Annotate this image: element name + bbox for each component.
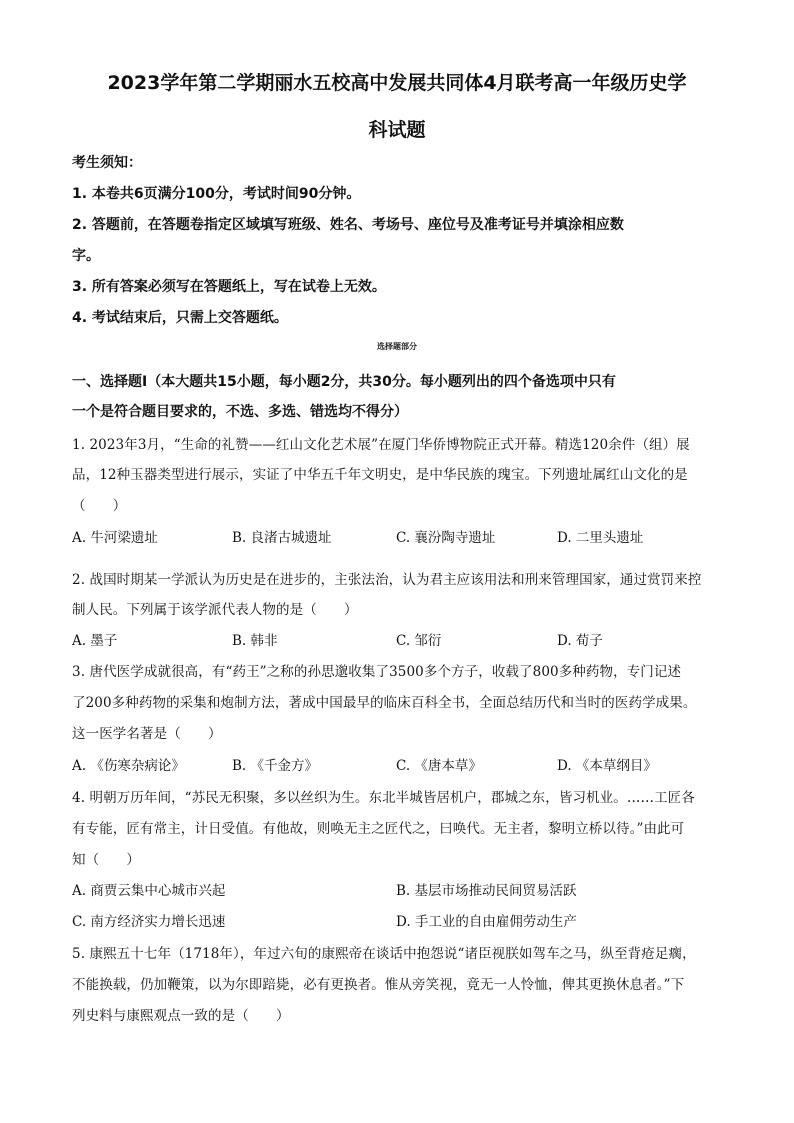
q2-line2: 制人民。下列属于该学派代表人物的是（ ） (72, 602, 358, 618)
q1-line3: （ ） (72, 498, 127, 514)
q1-option-a: A. 牛河梁遗址 (72, 530, 158, 546)
q3-option-a: A. 《伤寒杂病论》 (72, 758, 185, 774)
q4-option-d: D. 手工业的自由雇佣劳动生产 (396, 914, 577, 930)
notice-item-1: 1. 本卷共6页满分100分，考试时间90分钟。 (72, 186, 361, 202)
section-heading-line2: 一个是符合题目要求的，不选、多选、错选均不得分） (72, 404, 408, 420)
notice-item-3: 3. 所有答案必须写在答题纸上，写在试卷上无效。 (72, 279, 386, 295)
q4-line1: 4. 明朝万历年间，“苏民无积聚，多以丝织为生。东北半城皆居机户，郡城之东，皆习机业。……工匠各 (72, 790, 695, 806)
q3-line2: 了200多种药物的采集和炮制方法，著成中国最早的临床百科全书，全面总结历代和当时的医药学成果。 (72, 695, 697, 711)
q3-line3: 这一医学名著是（ ） (72, 726, 222, 742)
q3-option-b: B. 《千金方》 (232, 758, 319, 774)
exam-title-line1: 2023学年第二学期丽水五校高中发展共同体4月联考高一年级历史学 (107, 72, 687, 94)
q1-option-d: D. 二里头遗址 (557, 530, 644, 546)
notice-item-2-cont: 字。 (72, 248, 100, 264)
notice-item-2: 2. 答题前，在答题卷指定区域填写班级、姓名、考场号、座位号及准考证号并填涂相应数 (72, 217, 624, 233)
q5-line3: 列史料与康熙观点一致的是（ ） (72, 1008, 290, 1024)
q2-line1: 2. 战国时期某一学派认为历史是在进步的，主张法治，认为君主应该用法和刑来管理国家，通过赏罚来控 (72, 572, 702, 588)
notice-heading: 考生须知： (72, 155, 142, 171)
q4-option-b: B. 基层市场推动民间贸易活跃 (396, 883, 577, 899)
notice-item-4: 4. 考试结束后，只需上交答题纸。 (72, 310, 288, 326)
q1-line1: 1. 2023年3月，“生命的礼赞——红山文化艺术展”在厦门华侨博物院正式开幕。精选120余件（组）展 (72, 437, 690, 453)
q1-line2: 品，12种玉器类型进行展示，实证了中华五千年文明史，是中华民族的瑰宝。下列遗址属红山文化的是 (72, 467, 688, 483)
q4-option-a: A. 商贾云集中心城市兴起 (72, 883, 226, 899)
q3-option-d: D. 《本草纲目》 (557, 758, 657, 774)
q2-option-a: A. 墨子 (72, 633, 118, 649)
exam-title-line2: 科试题 (368, 119, 426, 141)
q2-option-b: B. 韩非 (232, 633, 278, 649)
q1-option-c: C. 襄汾陶寺遗址 (396, 530, 496, 546)
q4-line2: 有专能，匠有常主，计日受值。有他故，则唤无主之匠代之，曰唤代。无主者，黎明立桥以待。”由此可 (72, 821, 685, 837)
q4-option-c: C. 南方经济实力增长迅速 (72, 914, 226, 930)
q3-line1: 3. 唐代医学成就很高，有“药王”之称的孙思邈收集了3500多个方子，收载了800多种药物，专门记述 (72, 664, 682, 680)
q3-option-c: C. 《唐本草》 (396, 758, 482, 774)
section-heading-line1: 一、选择题Ⅰ（本大题共15小题，每小题2分，共30分。每小题列出的四个备选项中只有 (72, 374, 616, 390)
q5-line1: 5. 康熙五十七年（1718年），年过六旬的康熙帝在谈话中抱怨说“诸臣视朕如驾车之马，纵至背疮足瘸， (72, 946, 696, 962)
q2-option-c: C. 邹衍 (396, 633, 442, 649)
q2-option-d: D. 荀子 (557, 633, 603, 649)
q1-option-b: B. 良渚古城遗址 (232, 530, 332, 546)
q5-line2: 不能换载，仍加鞭策，以为尔即踣毙，必有更换者。惟从旁笑视，竟无一人怜恤，俾其更换休息者。”下 (72, 977, 685, 993)
part-title: 选择题部分 (377, 342, 417, 351)
q4-line3: 知（ ） (72, 852, 140, 868)
